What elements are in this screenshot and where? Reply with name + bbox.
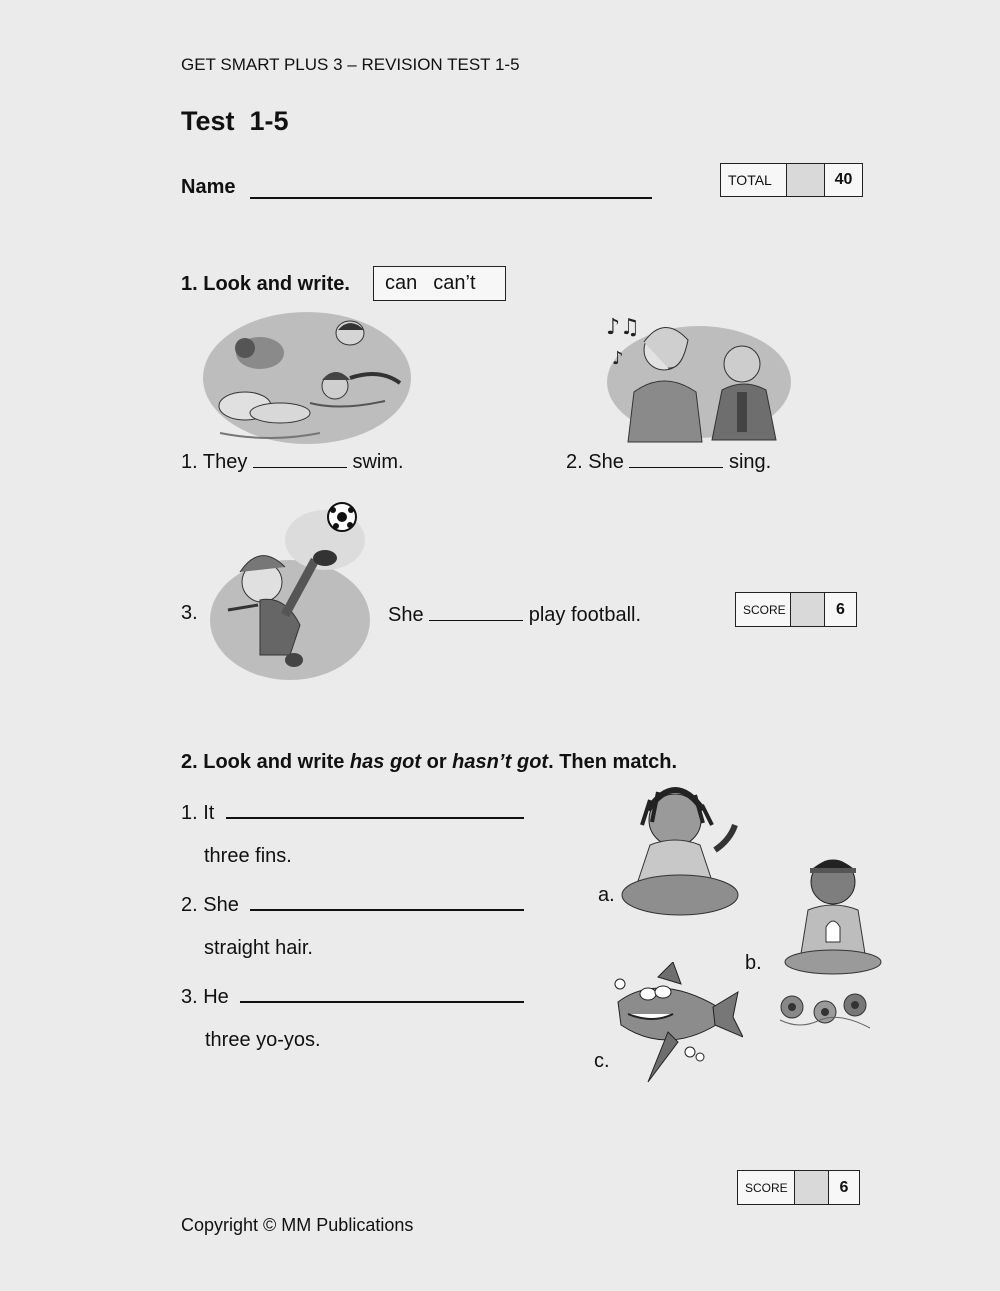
q1-sentence-2 [566,449,771,474]
q1-score-max: 6 [836,600,845,618]
q1-item-1-pre: 1. They [181,451,248,473]
q1-answer-3[interactable] [429,602,523,621]
word-box [373,266,506,301]
q2-title-part-3: or [421,751,453,773]
svg-text:♪♫: ♪♫ [606,315,640,340]
q1-score-field[interactable] [791,593,825,626]
q2-item-1-pre: 1. It [181,802,215,824]
q2-title-has-got: has got [349,751,422,773]
word-cant: can’t [433,272,476,294]
q2-item-2-pre: 2. She [181,894,239,916]
q2-answer-1[interactable] [226,799,524,819]
q2-item-2-cont: straight hair. [204,937,313,959]
total-score-field[interactable] [787,164,825,196]
total-score-box [720,163,863,197]
q1-item-3-number: 3. [181,602,198,624]
q1-answer-2[interactable] [629,449,723,468]
q2-score-field[interactable] [795,1171,829,1204]
q2-score-max: 6 [839,1178,849,1196]
name-input-line[interactable] [250,197,652,199]
q1-item-3-pre: She [388,604,424,626]
q2-item-3 [181,983,524,1009]
word-can: can [385,272,418,294]
q1-item-2-pre: 2. She [566,451,624,473]
q2-title-hasnt-got: hasn’t got [452,751,549,773]
q2-score-label: SCORE [738,1171,795,1204]
q2-title-part-5: . Then match. [548,751,677,773]
singing-woman-illustration [594,312,794,444]
q2-item-1-cont: three fins. [204,845,292,867]
q1-sentence-3 [388,602,641,627]
q1-item-3-post: play football. [528,604,642,626]
q2-title [181,751,677,774]
match-letter-c: c. [594,1050,610,1072]
q2-item-1 [181,799,524,825]
q1-score-box [735,592,857,627]
q2-answer-3[interactable] [240,983,524,1003]
q2-item-3-pre: 3. He [181,986,229,1008]
swimming-children-illustration [200,308,415,448]
q1-score-label: SCORE [736,593,791,626]
q1-sentence-1 [181,449,404,474]
football-girl-illustration [200,500,375,685]
page-header: GET SMART PLUS 3 – REVISION TEST 1-5 [181,55,520,74]
match-letter-a: a. [598,884,615,906]
total-label: TOTAL [721,164,787,196]
shark-illustration [608,962,743,1084]
q2-item-3-cont: three yo-yos. [205,1029,321,1051]
svg-text:♪: ♪ [612,348,624,369]
total-max: 40 [834,171,853,188]
girl-with-braids-illustration [620,780,745,920]
q2-answer-2[interactable] [250,891,524,911]
q1-title: 1. Look and write. [181,273,350,295]
boy-with-yoyos-illustration [783,852,883,982]
q2-title-part-1: 2. Look and write [181,751,350,773]
yoyos-illustration [775,990,880,1032]
q1-answer-1[interactable] [253,449,347,468]
q1-item-2-post: sing. [728,451,772,473]
match-letter-b: b. [745,952,762,974]
q1-item-1-post: swim. [352,451,404,473]
copyright-footer: Copyright © MM Publications [181,1215,414,1235]
q2-score-box [737,1170,860,1205]
q2-item-2 [181,891,524,917]
page-title: Test 1-5 [181,106,289,136]
name-label: Name [181,176,236,198]
